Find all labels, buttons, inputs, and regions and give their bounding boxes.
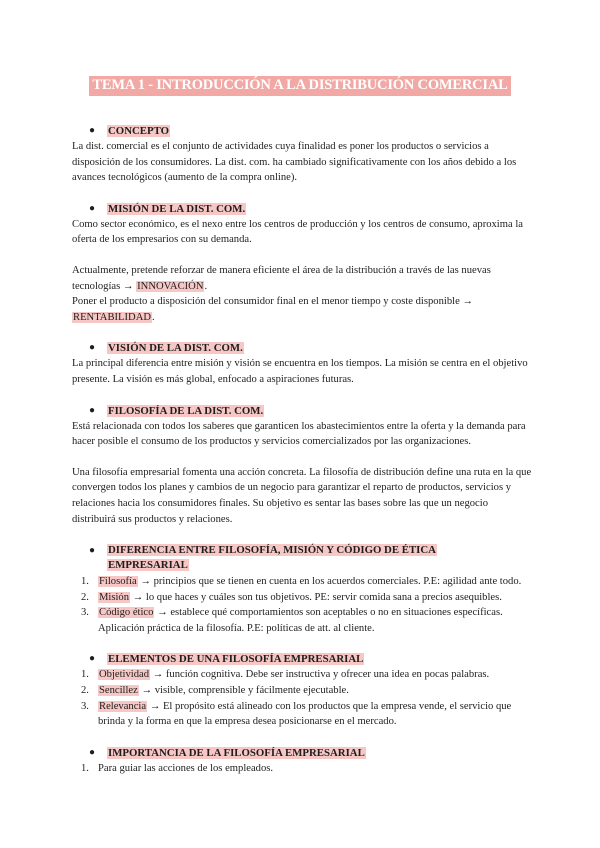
section-filosofia bbox=[72, 404, 532, 528]
list-term: Misión bbox=[99, 591, 130, 603]
section-heading bbox=[72, 652, 532, 666]
list-term: Código ético bbox=[99, 607, 154, 619]
section-mision bbox=[72, 202, 532, 326]
numbered-list bbox=[72, 667, 532, 729]
paragraph: La dist. comercial es el conjunto de actividades cuya finalidad es poner los productos o servicios a disposición de los consumidores. La dist. com. ha cambiado significativamente con los años debido a los avances tecnológicos (aumento de la compra online). bbox=[72, 141, 517, 184]
section-heading bbox=[72, 404, 532, 418]
heading-text: VISIÓN DE LA DIST. COM. bbox=[108, 342, 243, 355]
list-term: Sencillez bbox=[99, 685, 138, 697]
list-item: 1. Para guiar las acciones de los empleados. bbox=[81, 762, 274, 774]
list-item: 1. Objetividad → función cognitiva. Debe ser instructiva y ofrecer una idea en pocas palabras. bbox=[81, 669, 490, 681]
title-container bbox=[0, 76, 600, 96]
section-importancia bbox=[72, 746, 532, 777]
heading-text: ELEMENTOS DE UNA FILOSOFÍA EMPRESARIAL bbox=[108, 653, 364, 666]
list-term: Filosofía bbox=[99, 576, 137, 588]
bullet-icon: ● bbox=[89, 202, 96, 214]
list-item: 3. Código ético → establece qué comportamientos son aceptables o no en situaciones específicas. Aplicación práctica de la filosofía. P.E: políticas de att. al cliente. bbox=[81, 607, 503, 634]
paragraph-text: Actualmente, pretende reforzar de manera eficiente el área de la distribución a través de las nuevas tecnologías → bbox=[72, 264, 491, 292]
list-item: 2. Sencillez → visible, comprensible y fácilmente ejecutable. bbox=[81, 685, 349, 697]
numbered-list bbox=[72, 761, 532, 777]
bullet-icon: ● bbox=[89, 404, 96, 416]
heading-text: MISIÓN DE LA DIST. COM. bbox=[108, 202, 246, 215]
keyword-innovacion: INNOVACIÓN bbox=[137, 280, 204, 292]
list-item: 2. Misión → lo que haces y cuáles son tus objetivos. PE: servir comida sana a precios asequibles. bbox=[81, 591, 502, 603]
keyword-rentabilidad: RENTABILIDAD bbox=[73, 311, 152, 323]
section-heading bbox=[72, 124, 532, 138]
bullet-icon: ● bbox=[89, 653, 96, 665]
paragraph: Una filosofía empresarial fomenta una acción concreta. La filosofía de distribución define una ruta en la que convergen todos los planes y cambios de un negocio para garantizar el reparto de productos, servicios y relaciones hacia los consumidores finales. Su objetivo es sentar las bases sobre las que un negocio distribuirá sus productos y relaciones. bbox=[72, 466, 532, 525]
paragraph: Poner el producto a disposición del consumidor final en el menor tiempo y coste disponible → RENTABILIDAD. bbox=[72, 296, 474, 323]
section-heading bbox=[72, 341, 532, 355]
paragraph: Como sector económico, es el nexo entre los centros de producción y los centros de consumo, aproxima la oferta de los empresarios con su demanda. bbox=[72, 218, 523, 246]
heading-text: IMPORTANCIA DE LA FILOSOFÍA EMPRESARIAL bbox=[108, 746, 365, 759]
section-heading bbox=[72, 543, 532, 573]
section-heading bbox=[72, 202, 532, 216]
list-item: 1. Filosofía → principios que se tienen en cuenta en los acuerdos comerciales. P.E: agilidad ante todo. bbox=[81, 576, 522, 588]
section-vision bbox=[72, 341, 532, 387]
list-term: Relevancia bbox=[99, 700, 147, 712]
section-diferencia bbox=[72, 543, 532, 636]
section-concepto bbox=[72, 124, 532, 186]
paragraph-text: Poner el producto a disposición del consumidor final en el menor tiempo y coste disponible → bbox=[72, 296, 474, 308]
heading-text: CONCEPTO bbox=[108, 125, 169, 137]
bullet-icon: ● bbox=[89, 545, 96, 557]
section-heading bbox=[72, 746, 532, 760]
list-term: Objetividad bbox=[99, 669, 150, 681]
document-body bbox=[72, 124, 532, 792]
heading-text: FILOSOFÍA DE LA DIST. COM. bbox=[108, 404, 264, 417]
bullet-icon: ● bbox=[89, 746, 96, 758]
paragraph: Actualmente, pretende reforzar de manera eficiente el área de la distribución a través de las nuevas tecnologías → INNOVACIÓN. bbox=[72, 264, 491, 292]
document-title: TEMA 1 - INTRODUCCIÓN A LA DISTRIBUCIÓN COMERCIAL bbox=[89, 76, 510, 96]
bullet-icon: ● bbox=[89, 125, 96, 136]
heading-text-line2: EMPRESARIAL bbox=[108, 559, 188, 572]
list-item: 3. Relevancia → El propósito está alineado con los productos que la empresa vende, el servicio que brinda y la forma en que la empresa desea posicionarse en el mercado. bbox=[81, 700, 512, 728]
section-elementos bbox=[72, 652, 532, 729]
paragraph: La principal diferencia entre misión y visión se encuentra en los tiempos. La misión se centra en el objetivo presente. La visión es más global, enfocado a aspiraciones futuras. bbox=[72, 358, 528, 385]
numbered-list bbox=[72, 574, 532, 636]
bullet-icon: ● bbox=[89, 342, 96, 354]
heading-text: DIFERENCIA ENTRE FILOSOFÍA, MISIÓN Y CÓDIGO DE ÉTICA bbox=[108, 544, 436, 557]
paragraph: Está relacionada con todos los saberes que garanticen los abastecimientos entre la oferta y la demanda para hacer posible el consumo de los productos y servicios comercializados por las organizaciones. bbox=[72, 420, 526, 448]
